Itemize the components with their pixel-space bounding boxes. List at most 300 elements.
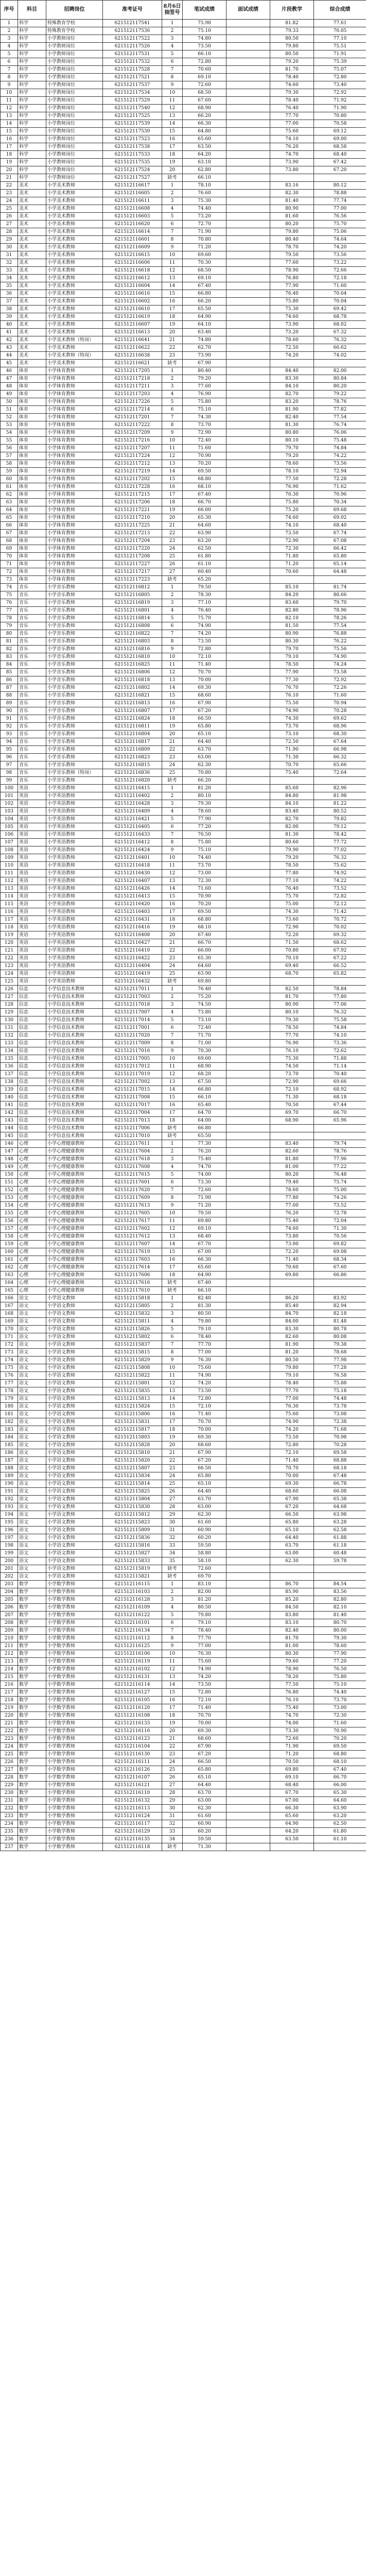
cell-exam-no: 621512116107: [103, 1774, 162, 1782]
cell-interview-score: [226, 792, 270, 800]
cell-subject: 心理: [18, 1187, 46, 1194]
table-row: [1, 839, 366, 846]
cell-written-score: 67.50: [183, 1078, 226, 1086]
cell-post: 小学数学教师: [46, 1689, 103, 1697]
cell-draw-number: 10: [162, 437, 183, 445]
cell-draw-number: 15: [162, 1248, 183, 1256]
cell-exam-no: 621512115819: [103, 1565, 162, 1573]
cell-number: 114: [1, 893, 18, 901]
table-row: [1, 197, 366, 205]
cell-total-score: [314, 1132, 366, 1140]
cell-subject: 体育: [18, 506, 46, 514]
cell-interview-score: [226, 931, 270, 939]
table-row: [1, 561, 366, 568]
cell-teaching-score: 81.80: [270, 1156, 314, 1163]
cell-subject: 英语: [18, 978, 46, 986]
cell-total-score: 70.56: [314, 1233, 366, 1241]
cell-draw-number: 缺考: [162, 1279, 183, 1287]
table-row: [1, 1658, 366, 1666]
cell-written-score: 74.80: [183, 336, 226, 344]
cell-total-score: 74.20: [314, 244, 366, 251]
cell-subject: 音乐: [18, 723, 46, 731]
cell-total-score: 61.88: [314, 1534, 366, 1542]
cell-written-score: 71.40: [183, 1704, 226, 1712]
cell-draw-number: 9: [162, 244, 183, 251]
cell-subject: 数学: [18, 1782, 46, 1789]
cell-post: 小学教师岗位: [46, 89, 103, 97]
cell-draw-number: 19: [162, 723, 183, 731]
cell-post: 小学数学教师: [46, 1820, 103, 1828]
cell-number: 110: [1, 862, 18, 870]
cell-post: 小学美术教师（特岗）: [46, 336, 103, 344]
cell-total-score: 75.39: [314, 58, 366, 66]
cell-interview-score: [226, 1372, 270, 1380]
cell-post: 小学美术教师: [46, 228, 103, 236]
cell-subject: 美术: [18, 306, 46, 313]
cell-number: 218: [1, 1697, 18, 1704]
cell-draw-number: 14: [162, 1086, 183, 1094]
cell-written-score: 76.40: [183, 986, 226, 993]
cell-post: 小学数学教师: [46, 1828, 103, 1836]
cell-interview-score: [226, 391, 270, 398]
cell-subject: 信息: [18, 1109, 46, 1117]
cell-interview-score: [226, 336, 270, 344]
cell-subject: 体育: [18, 452, 46, 460]
cell-subject: 科学: [18, 74, 46, 81]
cell-subject: 音乐: [18, 700, 46, 707]
cell-draw-number: 19: [162, 506, 183, 514]
cell-total-score: 78.60: [314, 1642, 366, 1650]
cell-teaching-score: 81.30: [270, 831, 314, 839]
cell-teaching-score: 74.50: [270, 1063, 314, 1071]
cell-post: 小学体育教师: [46, 414, 103, 421]
cell-total-score: 67.32: [314, 329, 366, 336]
cell-teaching-score: 85.20: [270, 1596, 314, 1604]
table-row: [1, 1078, 366, 1086]
cell-total-score: 69.12: [314, 128, 366, 135]
cell-written-score: 68.10: [183, 483, 226, 491]
cell-teaching-score: 71.30: [270, 1094, 314, 1101]
cell-teaching-score: 72.50: [270, 344, 314, 352]
cell-written-score: 64.40: [183, 1488, 226, 1496]
cell-interview-score: [226, 684, 270, 692]
cell-teaching-score: 79.20: [270, 58, 314, 66]
cell-exam-no: 621512116134: [103, 1627, 162, 1635]
table-row: [1, 1341, 366, 1349]
cell-exam-no: 621512116619: [103, 313, 162, 321]
cell-written-score: 78.40: [183, 1627, 226, 1635]
cell-written-score: 67.90: [183, 360, 226, 367]
cell-interview-score: [226, 1565, 270, 1573]
table-row: [1, 1774, 366, 1782]
cell-subject: 英语: [18, 854, 46, 862]
cell-teaching-score: 65.80: [270, 1519, 314, 1527]
cell-teaching-score: 75.80: [270, 298, 314, 306]
cell-subject: 美术: [18, 282, 46, 290]
cell-number: 212: [1, 1650, 18, 1658]
cell-number: 90: [1, 707, 18, 715]
table-row: [1, 877, 366, 885]
cell-draw-number: 9: [162, 646, 183, 653]
cell-total-score: 73.22: [314, 259, 366, 267]
cell-exam-no: 621512117212: [103, 460, 162, 468]
cell-number: 208: [1, 1619, 18, 1627]
cell-post: 小学教师岗位: [46, 50, 103, 58]
cell-interview-score: [226, 846, 270, 854]
cell-total-score: 72.28: [314, 476, 366, 483]
cell-written-score: 65.10: [183, 731, 226, 738]
cell-interview-score: [226, 1442, 270, 1449]
cell-written-score: 71.40: [183, 661, 226, 669]
cell-post: 小学心理健康教师: [46, 1279, 103, 1287]
cell-subject: 数学: [18, 1596, 46, 1604]
cell-teaching-score: 80.30: [270, 638, 314, 646]
cell-number: 56: [1, 445, 18, 452]
cell-interview-score: [226, 429, 270, 437]
cell-total-score: 74.90: [314, 653, 366, 661]
cell-written-score: 73.90: [183, 352, 226, 360]
cell-interview-score: [226, 1403, 270, 1411]
table-row: [1, 1496, 366, 1503]
cell-interview-score: [226, 360, 270, 367]
cell-teaching-score: 69.40: [270, 962, 314, 970]
cell-exam-no: 621512116428: [103, 800, 162, 808]
cell-number: 80: [1, 630, 18, 638]
cell-number: 13: [1, 112, 18, 120]
cell-post: 小学美术教师: [46, 267, 103, 275]
cell-interview-score: [226, 27, 270, 35]
cell-teaching-score: 63.70: [270, 1542, 314, 1550]
cell-number: 102: [1, 800, 18, 808]
cell-teaching-score: 77.90: [270, 282, 314, 290]
table-row: [1, 846, 366, 854]
cell-exam-no: 621512116803: [103, 638, 162, 646]
cell-post: 小学心理健康教师: [46, 1187, 103, 1194]
cell-written-score: 64.10: [183, 321, 226, 329]
cell-interview-score: [226, 1078, 270, 1086]
cell-written-score: 69.30: [183, 684, 226, 692]
cell-written-score: 65.50: [183, 1132, 226, 1140]
cell-subject: 心理: [18, 1287, 46, 1295]
cell-total-score: 69.50: [314, 1743, 366, 1751]
cell-number: 213: [1, 1658, 18, 1666]
cell-written-score: 63.70: [183, 1496, 226, 1503]
cell-teaching-score: 71.80: [270, 553, 314, 561]
cell-interview-score: [226, 1480, 270, 1488]
cell-subject: 音乐: [18, 591, 46, 599]
cell-exam-no: 621512117620: [103, 1187, 162, 1194]
cell-subject: 信息: [18, 1063, 46, 1071]
cell-total-score: 76.88: [314, 630, 366, 638]
cell-teaching-score: 75.40: [270, 1704, 314, 1712]
cell-interview-score: [226, 1241, 270, 1248]
table-row: [1, 1418, 366, 1426]
cell-teaching-score: 77.80: [270, 1194, 314, 1202]
cell-post: 小学英语教师: [46, 931, 103, 939]
cell-exam-no: 621512115830: [103, 1503, 162, 1511]
cell-subject: 语文: [18, 1341, 46, 1349]
cell-number: 174: [1, 1357, 18, 1364]
cell-subject: 语文: [18, 1349, 46, 1357]
cell-exam-no: 621512117226: [103, 398, 162, 406]
cell-interview-score: [226, 1619, 270, 1627]
cell-subject: 英语: [18, 785, 46, 792]
table-row: [1, 1225, 366, 1233]
cell-total-score: 70.02: [314, 924, 366, 931]
cell-interview-score: [226, 1596, 270, 1604]
table-row: [1, 1009, 366, 1016]
table-row: [1, 236, 366, 244]
cell-draw-number: 9: [162, 846, 183, 854]
cell-total-score: 71.88: [314, 1055, 366, 1063]
cell-teaching-score: 73.60: [270, 916, 314, 924]
table-row: [1, 1426, 366, 1434]
cell-post: 小学数学教师: [46, 1735, 103, 1743]
cell-interview-score: [226, 1148, 270, 1156]
cell-exam-no: 621512117538: [103, 143, 162, 151]
cell-total-score: 71.60: [314, 1720, 366, 1727]
cell-draw-number: 7: [162, 1341, 183, 1349]
cell-interview-score: [226, 105, 270, 112]
cell-post: 小学教师岗位: [46, 174, 103, 182]
cell-post: 小学心理健康教师: [46, 1179, 103, 1187]
cell-subject: 科学: [18, 58, 46, 66]
cell-teaching-score: 80.20: [270, 221, 314, 228]
table-row: [1, 537, 366, 545]
table-row: [1, 1194, 366, 1202]
cell-post: 小学音乐教师: [46, 615, 103, 622]
cell-subject: 英语: [18, 893, 46, 901]
cell-teaching-score: 84.10: [270, 383, 314, 391]
cell-interview-score: [226, 1774, 270, 1782]
cell-written-score: 75.10: [183, 406, 226, 414]
table-row: [1, 1843, 366, 1851]
cell-number: 97: [1, 761, 18, 769]
cell-total-score: 74.48: [314, 1395, 366, 1403]
cell-interview-score: [226, 1279, 270, 1287]
cell-written-score: 71.60: [183, 885, 226, 893]
cell-interview-score: [226, 723, 270, 731]
cell-written-score: 74.80: [183, 35, 226, 43]
cell-subject: 信息: [18, 1071, 46, 1078]
cell-post: 小学数学教师: [46, 1596, 103, 1604]
cell-teaching-score: 77.00: [270, 1395, 314, 1403]
cell-exam-no: 621512117536: [103, 27, 162, 35]
cell-number: 78: [1, 615, 18, 622]
cell-subject: 心理: [18, 1272, 46, 1279]
cell-draw-number: 20: [162, 166, 183, 174]
table-row: [1, 1109, 366, 1117]
cell-draw-number: 8: [162, 1040, 183, 1047]
cell-number: 149: [1, 1163, 18, 1171]
cell-teaching-score: 74.90: [270, 1418, 314, 1426]
cell-teaching-score: 74.60: [270, 1225, 314, 1233]
cell-number: 184: [1, 1434, 18, 1442]
cell-number: 192: [1, 1496, 18, 1503]
cell-post: 特殊教育学校: [46, 27, 103, 35]
cell-interview-score: [226, 143, 270, 151]
cell-teaching-score: 79.20: [270, 854, 314, 862]
cell-subject: 数学: [18, 1820, 46, 1828]
cell-subject: 信息: [18, 1117, 46, 1125]
cell-interview-score: [226, 947, 270, 955]
cell-post: 小学体育教师: [46, 445, 103, 452]
cell-number: 131: [1, 1024, 18, 1032]
cell-teaching-score: 82.30: [270, 190, 314, 197]
cell-teaching-score: 83.10: [270, 1619, 314, 1627]
cell-teaching-score: 72.90: [270, 537, 314, 545]
table-row: [1, 591, 366, 599]
cell-total-score: 72.66: [314, 267, 366, 275]
cell-teaching-score: [270, 174, 314, 182]
cell-subject: 信息: [18, 1016, 46, 1024]
cell-total-score: 74.24: [314, 661, 366, 669]
cell-interview-score: [226, 1604, 270, 1612]
cell-post: 小学语文教师: [46, 1318, 103, 1326]
cell-teaching-score: 65.10: [270, 1527, 314, 1534]
cell-subject: 体育: [18, 460, 46, 468]
cell-teaching-score: 82.50: [270, 986, 314, 993]
cell-interview-score: [226, 1055, 270, 1063]
cell-post: 小学教师岗位: [46, 120, 103, 128]
cell-draw-number: 5: [162, 816, 183, 823]
cell-exam-no: 621512116121: [103, 1782, 162, 1789]
cell-draw-number: 17: [162, 143, 183, 151]
cell-total-score: 75.80: [314, 1673, 366, 1681]
cell-draw-number: 1: [162, 1581, 183, 1588]
cell-exam-no: 621512117213: [103, 530, 162, 537]
cell-total-score: 83.56: [314, 1588, 366, 1596]
header-draw-number: 8月6日抽签号: [162, 1, 183, 20]
cell-teaching-score: 65.60: [270, 1812, 314, 1820]
cell-draw-number: 19: [162, 159, 183, 166]
table-row: [1, 1751, 366, 1758]
cell-post: 小学信息技术教师: [46, 1078, 103, 1086]
cell-subject: 体育: [18, 406, 46, 414]
table-row: [1, 731, 366, 738]
cell-written-score: 74.90: [183, 622, 226, 630]
cell-post: 小学信息技术教师: [46, 986, 103, 993]
cell-post: 小学信息技术教师: [46, 1001, 103, 1009]
cell-teaching-score: 77.00: [270, 1202, 314, 1210]
cell-post: 小学语文教师: [46, 1503, 103, 1511]
cell-subject: 信息: [18, 993, 46, 1001]
cell-exam-no: 621512117605: [103, 1210, 162, 1217]
cell-post: 小学英语教师: [46, 962, 103, 970]
table-row: [1, 1210, 366, 1217]
cell-number: 3: [1, 35, 18, 43]
cell-number: 85: [1, 669, 18, 676]
cell-number: 219: [1, 1704, 18, 1712]
cell-draw-number: 16: [162, 700, 183, 707]
cell-exam-no: 621512116432: [103, 978, 162, 986]
cell-written-score: 59.50: [183, 1836, 226, 1843]
cell-subject: 英语: [18, 901, 46, 908]
cell-exam-no: 621512116836: [103, 769, 162, 777]
table-row: [1, 112, 366, 120]
cell-post: 小学数学教师: [46, 1642, 103, 1650]
cell-subject: 心理: [18, 1264, 46, 1272]
cell-post: 小学英语教师: [46, 908, 103, 916]
cell-post: 小学教师岗位: [46, 81, 103, 89]
cell-total-score: 71.60: [314, 282, 366, 290]
cell-teaching-score: 83.40: [270, 1140, 314, 1148]
cell-draw-number: 25: [162, 769, 183, 777]
cell-draw-number: 28: [162, 1789, 183, 1797]
cell-interview-score: [226, 962, 270, 970]
cell-interview-score: [226, 352, 270, 360]
cell-number: 148: [1, 1156, 18, 1163]
cell-draw-number: 8: [162, 638, 183, 646]
cell-written-score: 67.20: [183, 707, 226, 715]
cell-draw-number: 17: [162, 306, 183, 313]
cell-total-score: 70.98: [314, 1434, 366, 1442]
cell-subject: 音乐: [18, 746, 46, 754]
cell-post: 小学美术教师: [46, 244, 103, 251]
cell-total-score: [314, 777, 366, 785]
cell-written-score: 67.60: [183, 97, 226, 105]
cell-post: 小学心理健康教师: [46, 1264, 103, 1272]
cell-written-score: 63.40: [183, 329, 226, 336]
cell-post: 小学信息技术教师: [46, 1024, 103, 1032]
cell-draw-number: 12: [162, 452, 183, 460]
table-row: [1, 35, 366, 43]
cell-interview-score: [226, 1527, 270, 1534]
cell-draw-number: 7: [162, 228, 183, 236]
cell-exam-no: 621512115831: [103, 1418, 162, 1426]
table-row: [1, 568, 366, 576]
cell-subject: 音乐: [18, 707, 46, 715]
table-row: [1, 1557, 366, 1565]
cell-draw-number: 5: [162, 213, 183, 221]
cell-number: 25: [1, 205, 18, 213]
cell-written-score: 68.40: [183, 1233, 226, 1241]
cell-interview-score: [226, 1047, 270, 1055]
table-row: [1, 530, 366, 537]
cell-written-score: 70.60: [183, 66, 226, 74]
cell-number: 32: [1, 259, 18, 267]
table-row: [1, 1171, 366, 1179]
cell-teaching-score: 77.60: [270, 259, 314, 267]
cell-post: 小学心理健康教师: [46, 1248, 103, 1256]
cell-draw-number: 9: [162, 429, 183, 437]
cell-exam-no: 621512116804: [103, 731, 162, 738]
cell-exam-no: 621512116105: [103, 1697, 162, 1704]
cell-subject: 英语: [18, 823, 46, 831]
cell-number: 2: [1, 27, 18, 35]
cell-post: 小学信息技术教师: [46, 1047, 103, 1055]
cell-subject: 英语: [18, 808, 46, 816]
cell-interview-score: [226, 491, 270, 499]
cell-subject: 体育: [18, 437, 46, 445]
cell-exam-no: 621512116604: [103, 282, 162, 290]
cell-interview-score: [226, 1472, 270, 1480]
cell-subject: 体育: [18, 537, 46, 545]
cell-number: 24: [1, 197, 18, 205]
cell-exam-no: 621512117004: [103, 1109, 162, 1117]
table-row: [1, 986, 366, 993]
cell-written-score: 72.40: [183, 437, 226, 445]
cell-subject: 音乐: [18, 676, 46, 684]
cell-subject: 科学: [18, 89, 46, 97]
cell-number: 16: [1, 135, 18, 143]
cell-teaching-score: 76.70: [270, 684, 314, 692]
cell-exam-no: 621512116112: [103, 1635, 162, 1642]
cell-number: 86: [1, 676, 18, 684]
table-row: [1, 754, 366, 761]
cell-draw-number: 14: [162, 1241, 183, 1248]
cell-number: 137: [1, 1071, 18, 1078]
